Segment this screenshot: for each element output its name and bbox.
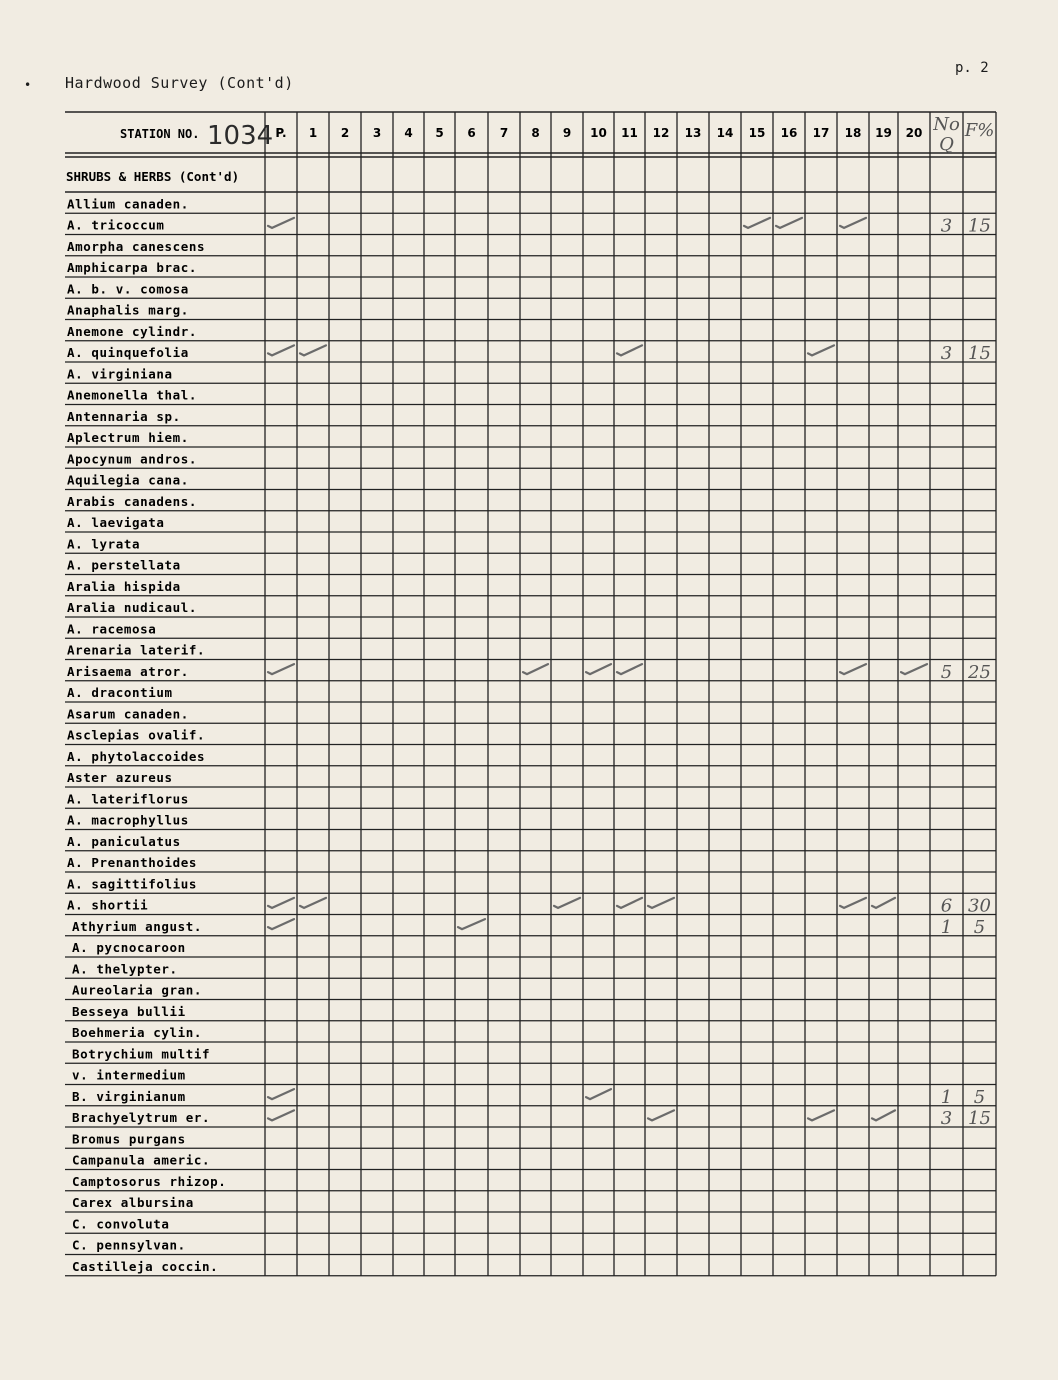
column-header: 9 <box>562 126 572 140</box>
species-name: A. macrophyllus <box>67 812 189 828</box>
check-mark <box>901 664 927 674</box>
count-value: 3 <box>940 215 953 237</box>
column-header: 16 <box>780 126 798 140</box>
column-header: 2 <box>340 126 350 140</box>
column-header: 11 <box>621 126 638 140</box>
species-name: A. racemosa <box>67 621 157 637</box>
species-name: Arisaema atror. <box>67 663 189 679</box>
species-name: Athyrium angust. <box>72 918 203 934</box>
check-mark <box>300 898 326 908</box>
check-mark <box>840 218 866 228</box>
species-name: Antennaria sp. <box>67 408 181 424</box>
count-value: 3 <box>940 1108 953 1129</box>
check-mark <box>268 345 294 355</box>
check-mark <box>586 1089 611 1099</box>
check-mark <box>523 664 548 674</box>
count-value: 5 <box>940 661 953 683</box>
check-mark <box>744 218 770 228</box>
species-name: A. phytolaccoides <box>67 748 206 764</box>
species-name: A. thelypter. <box>72 961 178 977</box>
species-name: Botrychium multif <box>72 1046 211 1062</box>
frequency-value: 25 <box>968 661 991 683</box>
species-name: Arabis canadens. <box>67 493 198 509</box>
column-header: 4 <box>404 126 413 140</box>
species-name: Castilleja coccin. <box>72 1258 219 1274</box>
species-name: A. tricoccum <box>67 217 165 233</box>
column-header: 14 <box>716 126 734 140</box>
column-header: 10 <box>590 126 607 140</box>
check-mark <box>268 1089 294 1099</box>
column-header: P. <box>275 126 287 140</box>
column-header: 13 <box>684 126 702 140</box>
check-mark <box>808 345 834 355</box>
frequency-value: 15 <box>968 343 991 364</box>
species-name: Aralia nudicaul. <box>67 600 198 615</box>
species-name: A. laevigata <box>67 515 165 530</box>
species-name: Aquilegia cana. <box>67 472 189 488</box>
species-name: Allium canaden. <box>67 196 189 212</box>
check-mark <box>586 664 611 674</box>
species-name: Besseya bullii <box>72 1003 186 1019</box>
summary-header-q: Q <box>939 134 954 155</box>
frequency-value: 5 <box>973 1086 986 1108</box>
column-header: 1 <box>308 126 318 140</box>
column-header: 5 <box>435 126 444 140</box>
species-name: Carex albursina <box>72 1195 194 1210</box>
species-name: A. lateriflorus <box>67 791 189 807</box>
species-name: A. Prenanthoides <box>67 855 198 870</box>
species-name: Amphicarpa brac. <box>67 260 198 275</box>
species-name: A. pycnocaroon <box>72 940 186 955</box>
column-header: 15 <box>748 126 766 140</box>
check-mark <box>872 1110 895 1120</box>
check-mark <box>268 664 294 674</box>
count-value: 6 <box>940 895 953 917</box>
page-number: p. 2 <box>955 60 989 76</box>
column-header: 3 <box>372 126 382 140</box>
species-name: Campanula americ. <box>72 1152 211 1168</box>
column-header: 8 <box>531 126 540 140</box>
count-value: 1 <box>940 916 953 938</box>
species-name: Boehmeria cylin. <box>72 1025 203 1040</box>
station-number: 1034 <box>207 121 274 151</box>
species-name: A. paniculatus <box>67 833 181 849</box>
species-name: A. quinquefolia <box>67 345 189 360</box>
check-mark <box>268 919 294 929</box>
check-mark <box>268 1110 294 1120</box>
species-name: Anemonella thal. <box>67 387 198 403</box>
species-name: Asclepias ovalif. <box>67 727 206 743</box>
species-name: Bromus purgans <box>72 1131 186 1147</box>
species-name: A. sagittifolius <box>67 876 198 892</box>
frequency-value: 15 <box>968 215 991 237</box>
check-mark <box>840 898 866 908</box>
column-header: 18 <box>844 126 862 140</box>
species-name: A. b. v. comosa <box>67 281 189 297</box>
column-header: 20 <box>905 126 923 140</box>
count-value: 3 <box>940 343 953 364</box>
species-name: B. virginianum <box>72 1088 186 1104</box>
page-title: Hardwood Survey (Cont'd) <box>65 74 294 92</box>
summary-header-no: No <box>933 114 960 135</box>
column-header: 19 <box>875 126 892 140</box>
species-name: v. intermedium <box>72 1067 186 1083</box>
check-mark <box>554 898 580 908</box>
column-header: 17 <box>812 126 830 140</box>
species-name: Aralia hispida <box>67 578 181 594</box>
species-name: A. dracontium <box>67 685 173 700</box>
frequency-value: 15 <box>968 1108 991 1129</box>
frequency-value: 5 <box>973 916 986 938</box>
check-mark <box>648 898 674 908</box>
check-mark <box>872 898 895 908</box>
station-label: STATION NO. <box>120 127 200 141</box>
species-name: A. perstellata <box>67 557 181 573</box>
species-name: Brachyelytrum er. <box>72 1110 211 1125</box>
column-header: 7 <box>499 126 509 140</box>
check-mark <box>840 664 866 674</box>
summary-header-f: F% <box>964 120 995 141</box>
species-name: Camptosorus rhizop. <box>72 1173 227 1189</box>
check-mark <box>776 218 802 228</box>
species-name: Asarum canaden. <box>67 706 189 722</box>
check-mark <box>268 898 294 908</box>
count-value: 1 <box>940 1086 953 1108</box>
check-mark <box>808 1110 834 1120</box>
check-mark <box>617 664 642 674</box>
species-name: A. lyrata <box>67 536 141 552</box>
section-title: SHRUBS & HERBS (Cont'd) <box>66 169 240 184</box>
species-name: Amorpha canescens <box>67 238 206 254</box>
species-name: C. convoluta <box>72 1216 170 1232</box>
frequency-value: 30 <box>968 895 991 917</box>
check-mark <box>617 898 642 908</box>
check-mark <box>617 345 642 355</box>
check-mark <box>268 218 294 228</box>
species-name: Aureolaria gran. <box>72 982 203 998</box>
species-name: Anaphalis marg. <box>67 302 189 318</box>
check-mark <box>458 919 485 929</box>
species-name: Anemone cylindr. <box>67 323 198 339</box>
column-header: 6 <box>467 126 476 140</box>
species-name: C. pennsylvan. <box>72 1237 186 1253</box>
column-header: 12 <box>652 126 670 140</box>
check-mark <box>300 345 326 355</box>
species-name: A. shortii <box>67 897 149 913</box>
species-name: A. virginiana <box>67 366 173 382</box>
check-mark <box>648 1110 674 1120</box>
species-name: Arenaria laterif. <box>67 642 206 658</box>
margin-dot: • <box>24 78 32 92</box>
species-name: Apocynum andros. <box>67 451 198 467</box>
species-name: Aplectrum hiem. <box>67 430 189 445</box>
species-name: Aster azureus <box>67 770 173 785</box>
